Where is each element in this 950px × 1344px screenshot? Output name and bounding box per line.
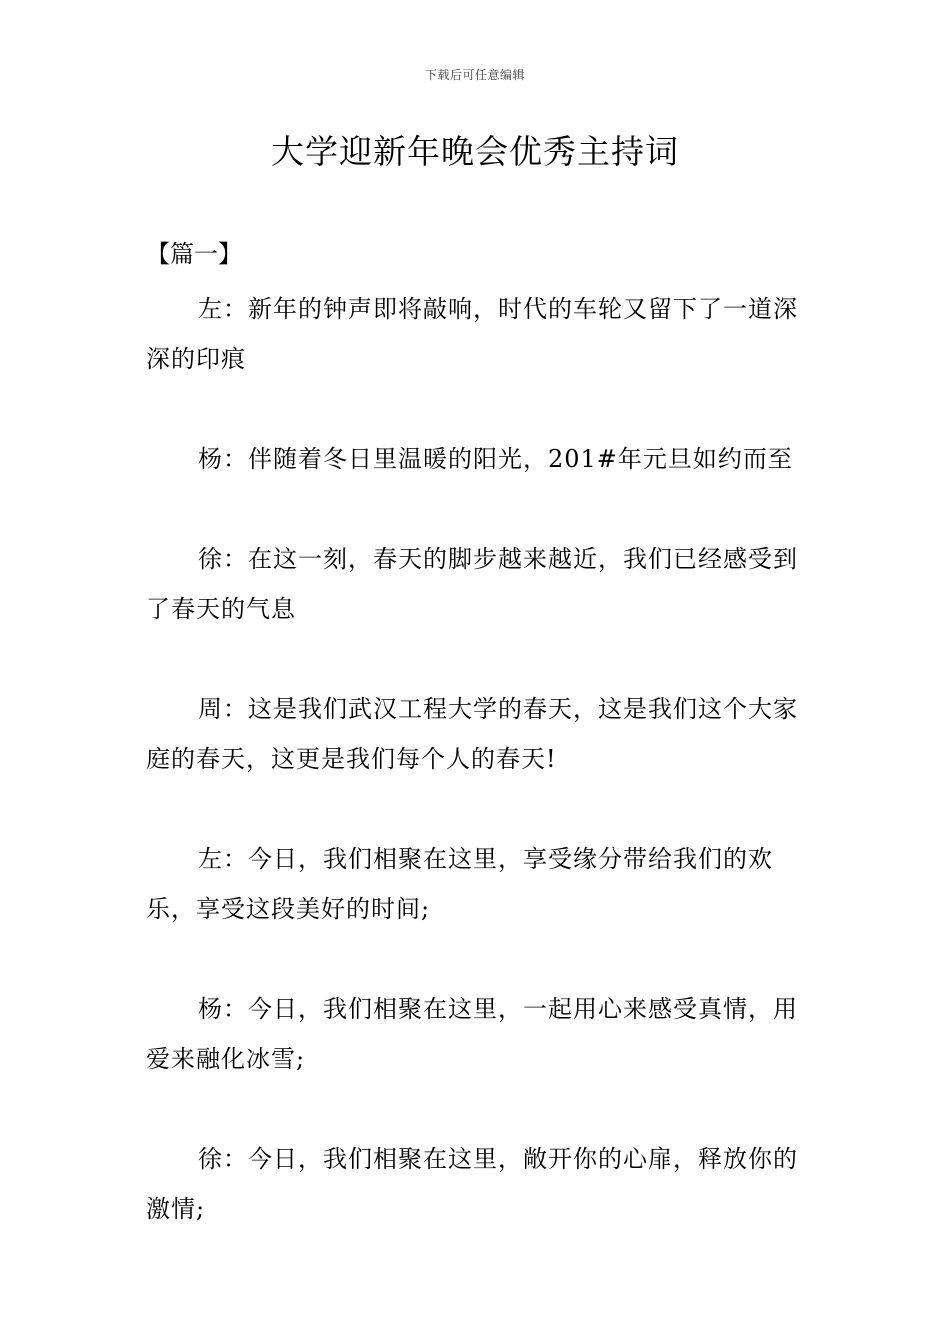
body-text (146, 284, 810, 1284)
paragraph: 左：新年的钟声即将敲响，时代的车轮又留下了一道深深的印痕 (146, 295, 798, 373)
document-title: 大学迎新年晚会优秀主持词 (271, 132, 679, 171)
paragraph: 周：这是我们武汉工程大学的春天，这是我们这个大家庭的春天，这更是我们每个人的春天! (146, 695, 798, 773)
paragraph: 杨：伴随着冬日里温暖的阳光，201#年元旦如约而至 (198, 445, 793, 473)
paragraph: 徐：在这一刻，春天的脚步越来越近，我们已经感受到了春天的气息 (146, 545, 798, 623)
header-note: 下载后可任意编辑 (424, 68, 525, 82)
paragraph: 徐：今日，我们相聚在这里，敞开你的心扉，释放你的激情; (146, 1145, 798, 1223)
paragraph: 杨：今日，我们相聚在这里，一起用心来感受真情，用爱来融化冰雪; (146, 995, 798, 1073)
section-label: 【篇一】 (146, 240, 242, 268)
paragraph: 左：今日，我们相聚在这里，享受缘分带给我们的欢乐，享受这段美好的时间; (146, 845, 773, 923)
